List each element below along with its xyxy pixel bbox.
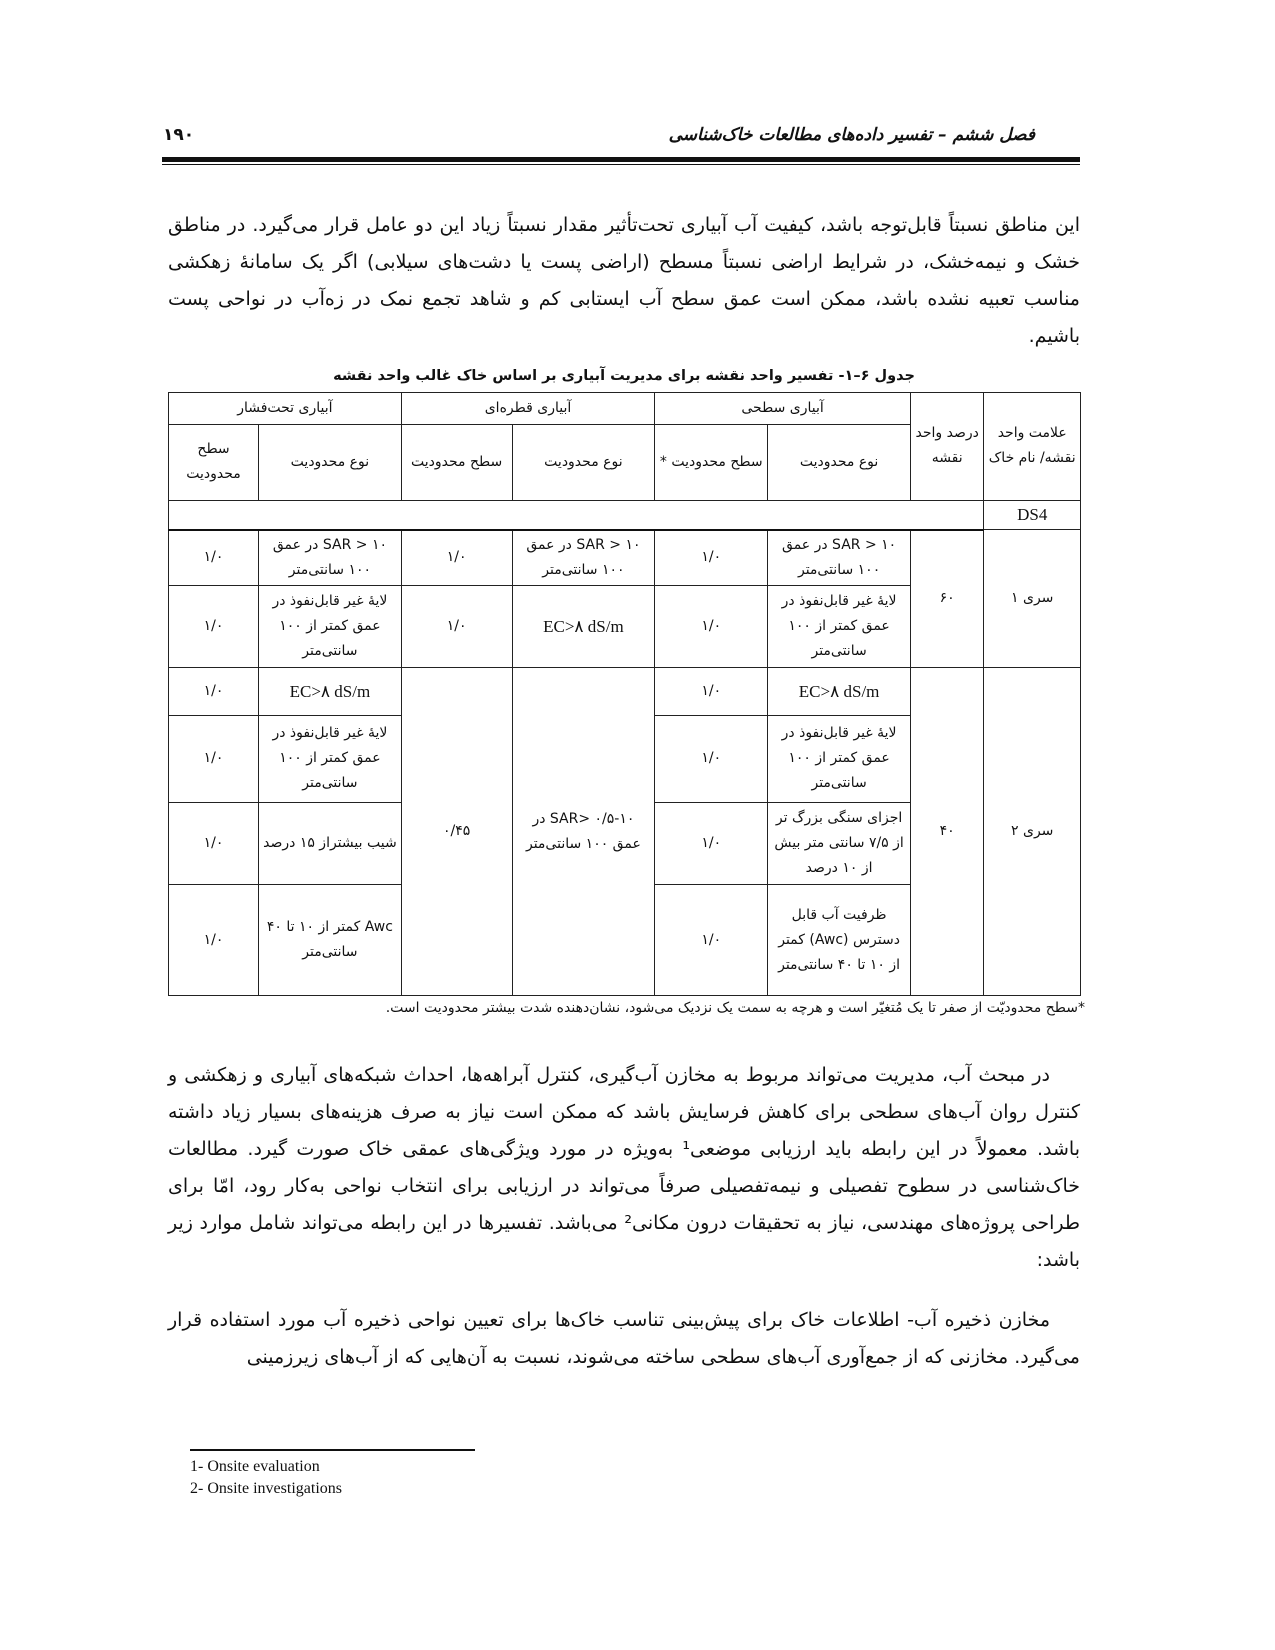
cell-type: EC>۸ dS/m (512, 585, 655, 667)
series1-percent: ۶۰ (910, 530, 984, 668)
footnote-2: 2- Onsite investigations (190, 1480, 342, 1497)
paragraph-3: مخازن ذخیره آب- اطلاعات خاک برای پیش‌بینی تناسب خاک‌ها برای تعیین نواحی ذخیره آب مورد استفاده قرار می‌گیرد. مخازنی که از جمع‌آوری آب‌های سطحی ساخته می‌شوند، نسبت به آن‌هایی که از آب‌های زیرزمینی (168, 1309, 1080, 1368)
header-percent: درصد واحد نقشه (910, 393, 984, 501)
running-header-title: فصل ششم – تفسیر داده‌های مطالعات خاک‌شناسی (668, 125, 1035, 145)
cell-level: ۱/۰ (655, 803, 768, 885)
header-surface-irrigation: آبیاری سطحی (655, 393, 911, 425)
header-rule-thin (162, 164, 1080, 165)
page-number: ۱۹۰ (163, 125, 195, 145)
header-unit: علامت واحد نقشه/ نام خاک (984, 393, 1081, 501)
cell-type: EC>۸ dS/m (259, 668, 402, 715)
cell-level: ۱/۰ (655, 715, 768, 802)
cell-level: ۱/۰ (169, 803, 259, 885)
header-level: سطح محدودیت (169, 424, 259, 500)
header-rule (162, 157, 1080, 162)
header-level: سطح محدودیت (401, 424, 512, 500)
cell-level: ۱/۰ (655, 668, 768, 715)
cell-type: Awc کمتر از ۱۰ تا ۴۰ سانتی‌متر (259, 885, 402, 996)
cell-level: ۱/۰ (169, 668, 259, 715)
paragraph-2: در مبحث آب، مدیریت می‌تواند مربوط به مخازن آب‌گیری، کنترل آبراهه‌ها، احداث شبکه‌های آبیاری و زهکشی و کنترل روان آب‌های سطحی برای کاهش فرسایش باشد که ممکن است نیاز به صرف هزینه‌های بسیار زیاد داشته باشد. معمولاً در این رابطه باید ارزیابی موضعی¹ به‌ویژه در مورد ویژگی‌های عمقی خاک صورت گیرد. مطالعات خاک‌شناسی در سطوح تفصیلی و نیمه‌تفصیلی صرفاً می‌تواند در ارزیابی برای انتخاب نواحی به‌کار رود، امّا برای طراحی پروژه‌های مهندسی، نیاز به تحقیقات درون مکانی² می‌باشد. تفسیرها در این رابطه می‌تواند شامل موارد زیر باشد: (168, 1064, 1080, 1271)
series1-name: سری ۱ (984, 530, 1081, 668)
footnote-1: 1- Onsite evaluation (190, 1458, 320, 1475)
paragraph-1: این مناطق نسبتاً قابل‌توجه باشد، کیفیت آب آبیاری تحت‌تأثیر مقدار نسبتاً زیاد این دو عامل قرار می‌گیرد. در مناطق خشک و نیمه‌خشک، در شرایط اراضی نسبتاً مسطح (اراضی پست یا دشت‌های سیلابی) اگر یک سامانهٔ زهکشی مناسب تعبیه نشده باشد، ممکن است عمق سطح آب ایستابی کم و شاهد تجمع نمک در زه‌آب در نواحی پست باشیم. (168, 214, 1080, 347)
header-pressure-irrigation: آبیاری تحت‌فشار (169, 393, 402, 425)
cell-type: اجزای سنگی بزرگ تر از ۷/۵ سانتی متر بیش از ۱۰ درصد (768, 803, 911, 885)
cell-type: لایهٔ غیر قابل‌نفوذ در عمق کمتر از ۱۰۰ سانتی‌متر (768, 715, 911, 802)
series2-name: سری ۲ (984, 668, 1081, 996)
cell-level: ۱/۰ (169, 530, 259, 586)
cell-level: ۰/۴۵ (401, 668, 512, 996)
cell-level: ۱/۰ (655, 530, 768, 586)
irrigation-table (168, 392, 1081, 996)
cell-type: SAR> ۰/۵-۱۰ در عمق ۱۰۰ سانتی‌متر (512, 668, 655, 996)
cell-type: SAR > ۱۰ در عمق ۱۰۰ سانتی‌متر (259, 530, 402, 586)
cell-level: ۱/۰ (169, 585, 259, 667)
cell-type: لایهٔ غیر قابل‌نفوذ در عمق کمتر از ۱۰۰ سانتی‌متر (259, 715, 402, 802)
ds4-label: DS4 (984, 500, 1081, 530)
cell-level: ۱/۰ (655, 885, 768, 996)
header-type: نوع محدودیت (768, 424, 911, 500)
header-type: نوع محدودیت (259, 424, 402, 500)
cell-level: ۱/۰ (169, 885, 259, 996)
series2-percent: ۴۰ (910, 668, 984, 996)
cell-level: ۱/۰ (655, 585, 768, 667)
cell-type: لایهٔ غیر قابل‌نفوذ در عمق کمتر از ۱۰۰ سانتی‌متر (259, 585, 402, 667)
cell-type: SAR > ۱۰ در عمق ۱۰۰ سانتی‌متر (512, 530, 655, 586)
cell-level: ۱/۰ (401, 585, 512, 667)
cell-type: EC>۸ dS/m (768, 668, 911, 715)
table-footnote: *سطح محدودیّت از صفر تا یک مُتغیّر است و هرچه به سمت یک نزدیک می‌شود، نشان‌دهنده شدت بیشتر محدودیت است. (385, 1000, 1085, 1016)
footnote-rule (190, 1449, 475, 1451)
header-level: سطح محدودیت * (655, 424, 768, 500)
cell-type: SAR > ۱۰ در عمق ۱۰۰ سانتی‌متر (768, 530, 911, 586)
table-caption: جدول ۶–۱- تفسیر واحد نقشه برای مدیریت آبیاری بر اساس خاک غالب واحد نقشه (333, 368, 915, 384)
cell-level: ۱/۰ (169, 715, 259, 802)
header-type: نوع محدودیت (512, 424, 655, 500)
ds4-row-blank (169, 500, 984, 530)
cell-type: ظرفیت آب قابل دسترس (Awc) کمتر از ۱۰ تا ۴۰ سانتی‌متر (768, 885, 911, 996)
cell-type: لایهٔ غیر قابل‌نفوذ در عمق کمتر از ۱۰۰ سانتی‌متر (768, 585, 911, 667)
cell-level: ۱/۰ (401, 530, 512, 586)
cell-type: شیب بیشتراز ۱۵ درصد (259, 803, 402, 885)
header-drip-irrigation: آبیاری قطره‌ای (401, 393, 655, 425)
